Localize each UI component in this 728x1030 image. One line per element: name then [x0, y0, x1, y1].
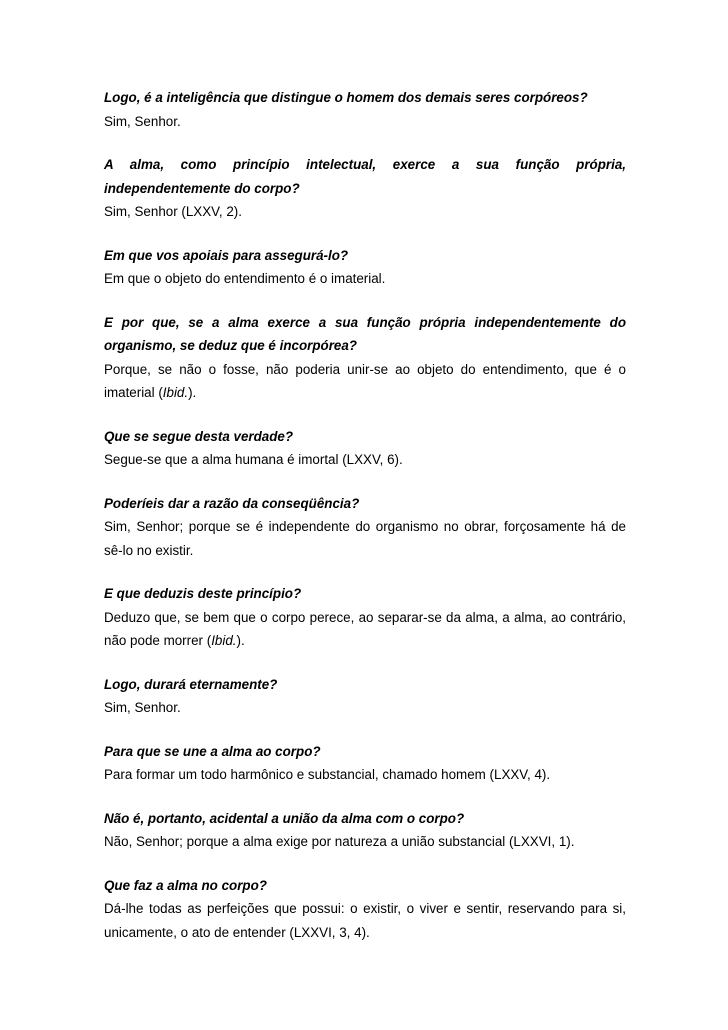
- question-text: Que faz a alma no corpo?: [104, 877, 267, 893]
- qa-item-1: [104, 86, 626, 133]
- question-text: Que se segue desta verdade?: [104, 428, 294, 444]
- answer-text: Dá-lhe todas as perfeições que possui: o existir, o viver e sentir, reservando para si, unicamente, o ato de entender (LXXVI, 3, 4).: [104, 901, 626, 940]
- answer-text: [104, 606, 626, 653]
- question-text: Em que vos apoiais para assegurá-lo?: [104, 247, 349, 263]
- qa-item-8: [104, 673, 626, 720]
- qa-item-7: [104, 582, 626, 653]
- question-text: Para que se une a alma ao corpo?: [104, 743, 321, 759]
- answer-text: Sim, Senhor.: [104, 700, 181, 715]
- answer-text-end: ).: [188, 385, 197, 400]
- document-page: [104, 86, 626, 964]
- answer-text-end: ).: [236, 633, 245, 648]
- answer-text-main: Porque, se não o fosse, não poderia unir-se ao objeto do entendimento, que é o imaterial (: [104, 361, 626, 400]
- answer-text-main: Deduzo que, se bem que o corpo perece, ao separar-se da alma, a alma, ao contrário, não pode morrer (: [104, 609, 626, 648]
- answer-text: [104, 358, 626, 405]
- answer-text: Sim, Senhor (LXXV, 2).: [104, 204, 242, 219]
- answer-text: Sim, Senhor.: [104, 113, 181, 129]
- answer-text: Em que o objeto do entendimento é o imaterial.: [104, 271, 386, 286]
- question-text: E que deduzis deste princípio?: [104, 586, 302, 601]
- qa-item-4: [104, 311, 626, 405]
- answer-text: Sim, Senhor; porque se é independente do organismo no obrar, forçosamente há de sê-lo no existir.: [104, 519, 626, 558]
- qa-item-9: [104, 740, 626, 787]
- qa-item-11: [104, 874, 626, 945]
- question-text: A alma, como princípio intelectual, exerce a sua função própria, independentemente do corpo?: [104, 157, 626, 196]
- question-text: Logo, durará eternamente?: [104, 676, 278, 692]
- question-text: Não é, portanto, acidental a união da alma com o corpo?: [104, 810, 465, 826]
- qa-item-2: [104, 153, 626, 224]
- qa-item-3: [104, 244, 626, 291]
- qa-item-6: [104, 492, 626, 563]
- citation-reference: Ibid.: [211, 633, 237, 648]
- answer-text: Não, Senhor; porque a alma exige por natureza a união substancial (LXXVI, 1).: [104, 834, 575, 849]
- question-text: E por que, se a alma exerce a sua função própria independentemente do organismo, se deduz que é incorpórea?: [104, 314, 626, 353]
- citation-reference: Ibid.: [162, 385, 189, 400]
- qa-item-5: [104, 425, 626, 472]
- answer-text: Segue-se que a alma humana é imortal (LXXV, 6).: [104, 452, 403, 467]
- answer-text: Para formar um todo harmônico e substancial, chamado homem (LXXV, 4).: [104, 767, 551, 782]
- question-text: Poderíeis dar a razão da conseqüência?: [104, 495, 360, 511]
- question-text: Logo, é a inteligência que distingue o homem dos demais seres corpóreos?: [104, 90, 588, 105]
- qa-item-10: [104, 807, 626, 854]
